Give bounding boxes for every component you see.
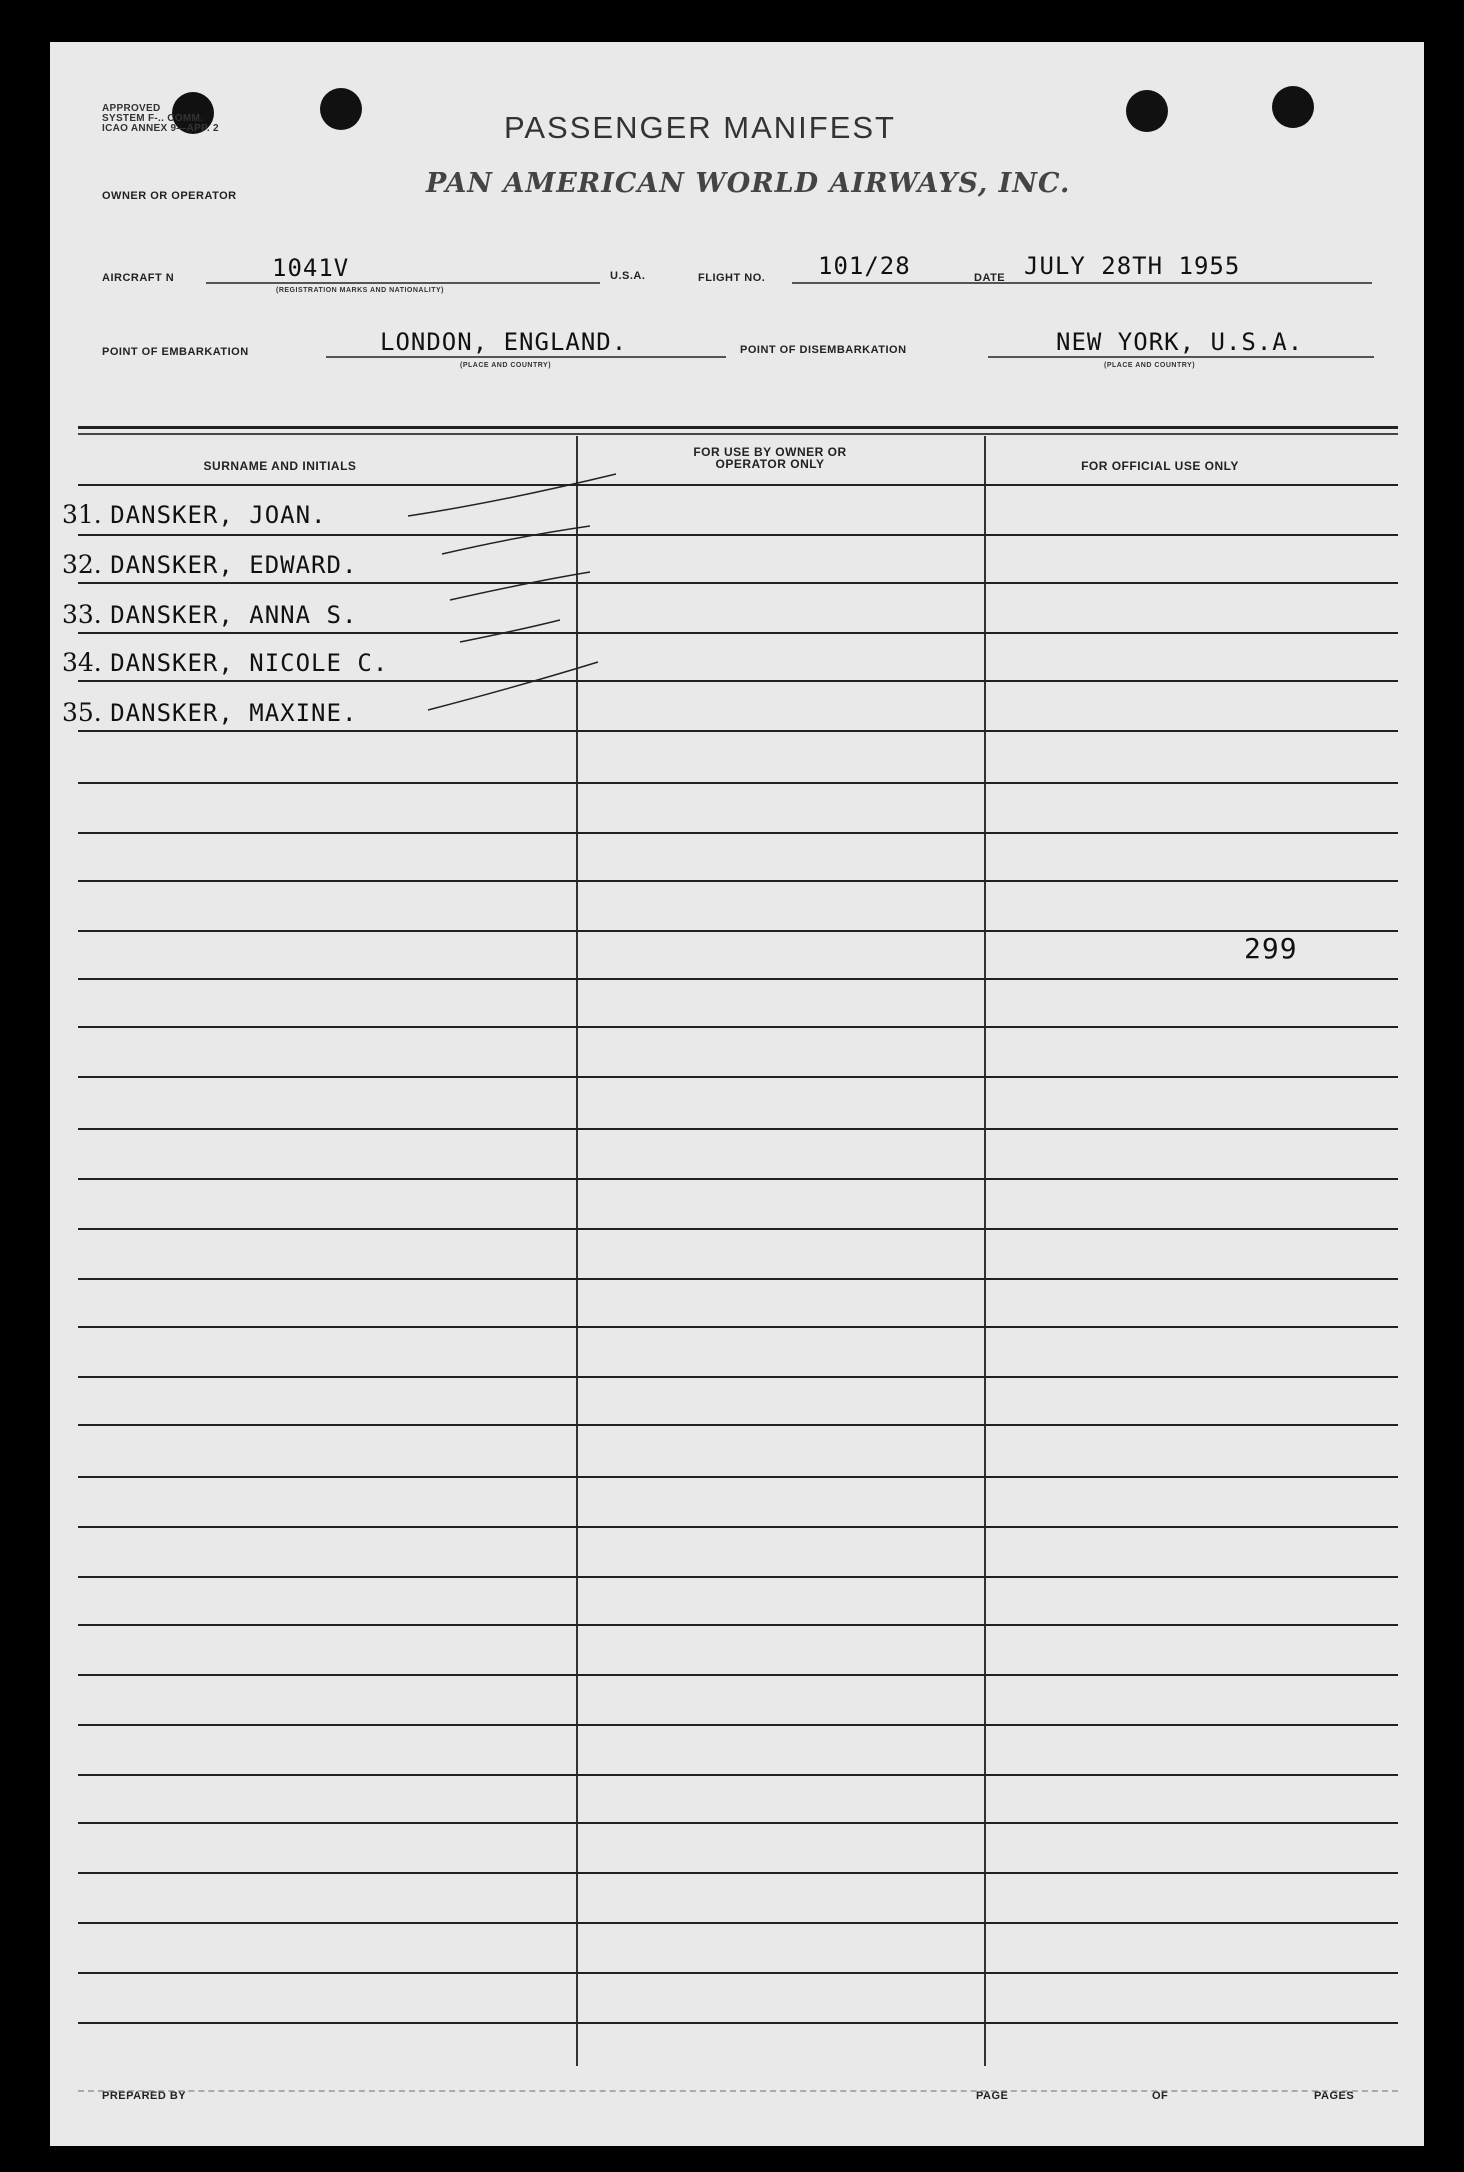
pen-tick-marks — [50, 42, 1424, 842]
owner-use-column-header: FOR USE BY OWNER OR OPERATOR ONLY — [693, 445, 847, 471]
ruled-line — [78, 1576, 1398, 1578]
usa-label: U.S.A. — [610, 270, 646, 282]
passenger-name: DANSKER, MAXINE. — [110, 699, 358, 727]
ruled-line — [78, 2022, 1398, 2024]
ruled-line — [78, 1026, 1398, 1028]
approval-line: ICAO ANNEX 9—APP. 2 — [102, 123, 219, 134]
owner-label: OWNER OR OPERATOR — [102, 190, 237, 202]
ruled-line — [78, 1972, 1398, 1974]
ruled-line — [78, 1872, 1398, 1874]
ruled-line — [78, 1228, 1398, 1230]
page-label: PAGE — [976, 2090, 1009, 2102]
ruled-line — [78, 1278, 1398, 1280]
ruled-line — [78, 1326, 1398, 1328]
ruled-line — [78, 1724, 1398, 1726]
passenger-name: DANSKER, ANNA S. — [110, 601, 358, 629]
embark-value: LONDON, ENGLAND. — [380, 328, 628, 356]
approval-line: APPROVED — [102, 103, 161, 114]
ruled-line — [78, 1424, 1398, 1426]
flight-label: FLIGHT NO. — [698, 272, 766, 284]
registration-caption: (REGISTRATION MARKS AND NATIONALITY) — [276, 287, 444, 294]
passenger-name: DANSKER, NICOLE C. — [110, 649, 389, 677]
date-label: DATE — [974, 272, 1006, 284]
passenger-number: 31. — [62, 500, 102, 529]
passenger-number: 35. — [62, 698, 102, 727]
ruled-line — [78, 1076, 1398, 1078]
ruled-line — [78, 1128, 1398, 1130]
ruled-line — [78, 930, 1398, 932]
pages-label: PAGES — [1314, 2090, 1355, 2102]
embark-label: POINT OF EMBARKATION — [102, 346, 249, 358]
surname-column-header: SURNAME AND INITIALS — [203, 459, 357, 473]
passenger-name: DANSKER, EDWARD. — [110, 551, 358, 579]
aircraft-label: AIRCRAFT N — [102, 272, 175, 284]
ruled-line — [78, 1822, 1398, 1824]
ruled-line — [78, 1774, 1398, 1776]
place-caption: (PLACE AND COUNTRY) — [460, 362, 552, 369]
ruled-line — [78, 880, 1398, 882]
passenger-number: 34. — [62, 648, 102, 677]
aircraft-value: 1041V — [272, 254, 350, 282]
official-use-column-header: FOR OFFICIAL USE ONLY — [1081, 459, 1239, 473]
ruled-line — [78, 1178, 1398, 1180]
passenger-number: 32. — [62, 550, 102, 579]
ruled-line — [78, 1526, 1398, 1528]
ruled-line — [78, 1624, 1398, 1626]
company-name: PAN AMERICAN WORLD AIRWAYS, INC. — [426, 168, 1071, 199]
ruled-line — [78, 978, 1398, 980]
flight-value: 101/28 — [818, 252, 911, 280]
approval-line: SYSTEM F-.. COMM. — [102, 113, 204, 124]
ruled-line — [78, 1476, 1398, 1478]
of-label: OF — [1152, 2090, 1169, 2102]
ruled-line — [78, 1674, 1398, 1676]
disembark-value: NEW YORK, U.S.A. — [1056, 328, 1304, 356]
prepared-label: PREPARED BY — [102, 2090, 187, 2102]
date-value: JULY 28TH 1955 — [1024, 252, 1241, 280]
form-title: PASSENGER MANIFEST — [504, 110, 896, 145]
manifest-sheet — [50, 42, 1424, 2146]
disembark-label: POINT OF DISEMBARKATION — [740, 344, 907, 356]
ruled-line — [78, 1376, 1398, 1378]
passenger-name: DANSKER, JOAN. — [110, 501, 327, 529]
ruled-line — [78, 1922, 1398, 1924]
passenger-number: 33. — [62, 600, 102, 629]
stamp-number: 299 — [1244, 932, 1298, 965]
place-caption: (PLACE AND COUNTRY) — [1104, 362, 1196, 369]
